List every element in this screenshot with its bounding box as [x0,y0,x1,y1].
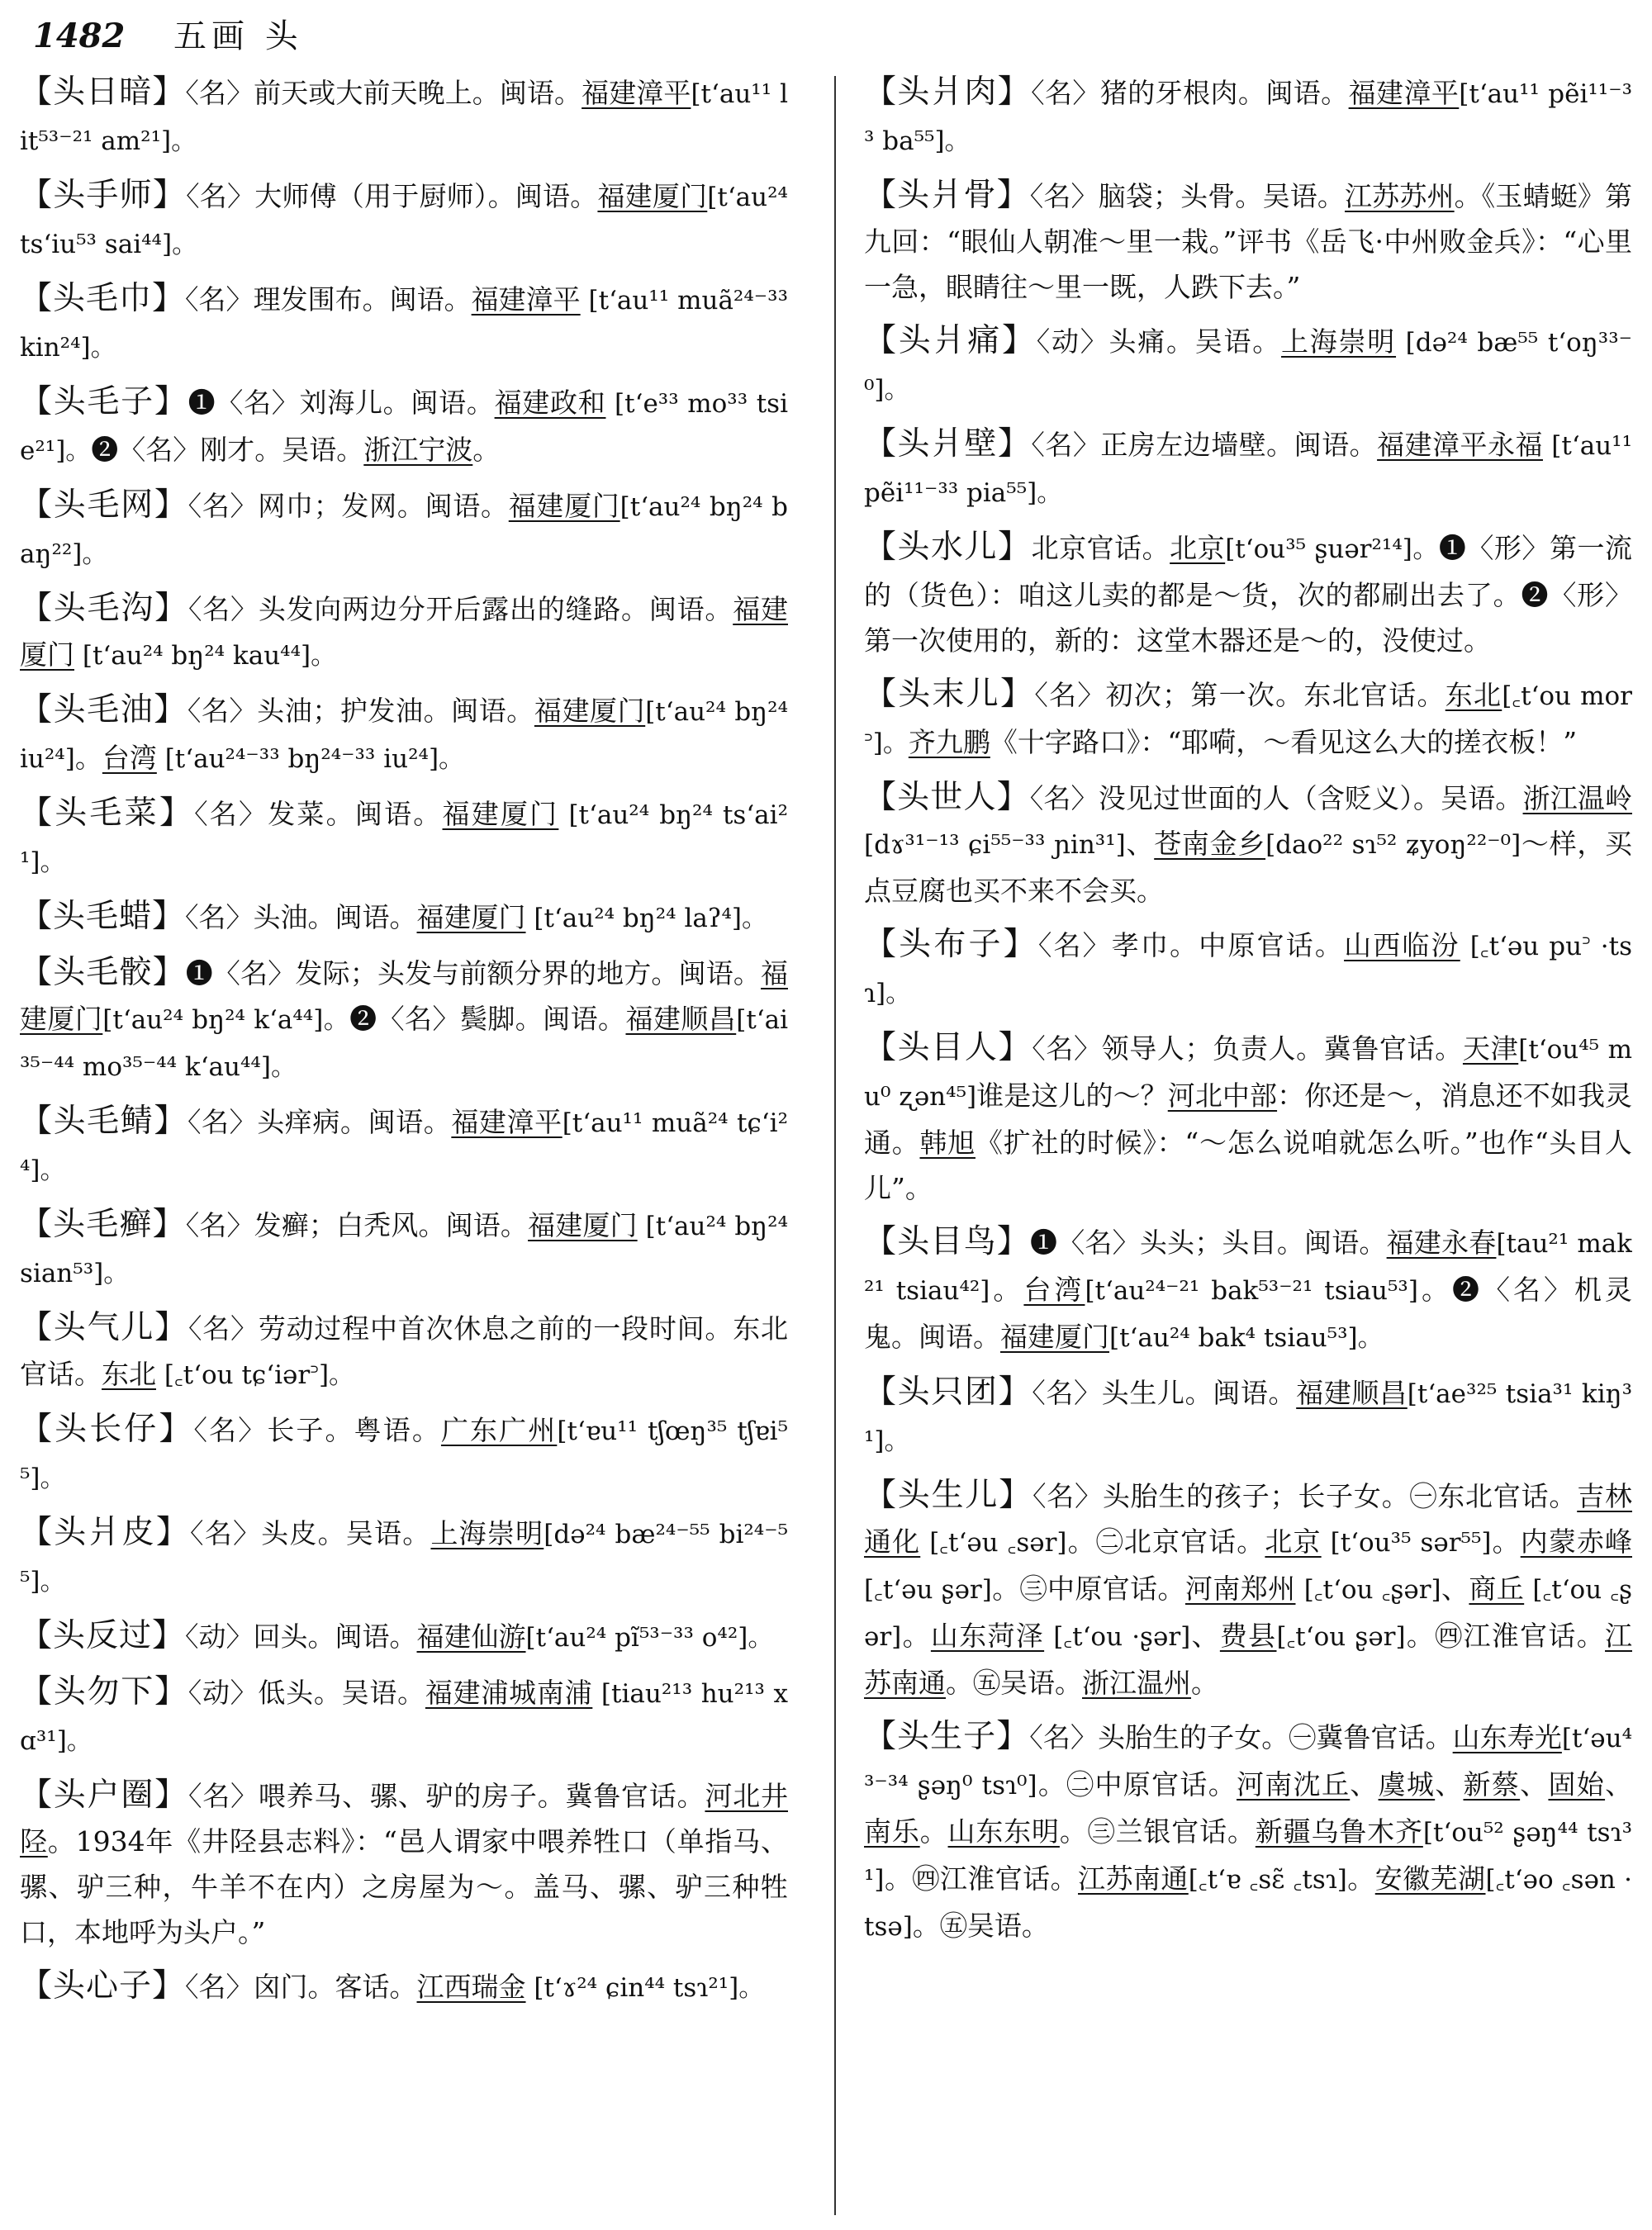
entry-definition: 。㊁北京官话。 [1066,1525,1265,1558]
phonetic-transcription: [tau²¹ mak²¹ tsiau⁴²] [864,1229,1632,1306]
dialect-location: 福建厦门 [597,180,708,212]
entry-headword: 【头末儿】 [864,676,1035,713]
dialect-location: 浙江温岭 [1522,782,1632,814]
dictionary-entry [20,276,788,371]
entry-headword: 【头目鸟】 [864,1223,1031,1260]
dialect-location: 北京 [1170,532,1226,564]
phonetic-transcription: [dɤ³¹⁻¹³ ɕi⁵⁵⁻³³ ɲin³¹] [864,830,1126,860]
dialect-location: 江苏南通 [864,1620,1632,1699]
entry-headword: 【头爿骨】 [864,177,1030,214]
dictionary-entry [20,1202,788,1297]
dictionary-entry [20,173,788,268]
dialect-location: 福建顺昌 [625,1003,737,1035]
entry-definition: 〈名〉囟门。客话。 [185,1971,417,2003]
dialect-location: 固始 [1548,1768,1606,1801]
dialect-location: 河北中部 [1167,1079,1278,1112]
dictionary-entry [864,1219,1632,1361]
dictionary-entry [864,775,1632,913]
entry-definition: 〈名〉发癣；白秃风。闽语。 [185,1209,529,1241]
phonetic-transcription: [꜀t‘ou ·ʂər] [1044,1622,1191,1652]
dialect-location: 北京 [1265,1525,1322,1558]
entry-definition: 〈名〉初次；第一次。东北官话。 [1034,679,1446,711]
entry-definition: 、 [1520,1768,1549,1801]
dictionary-entry [864,173,1632,310]
entry-definition: 〈名〉网巾；发网。闽语。 [188,490,509,522]
dialect-location: 新蔡 [1463,1768,1521,1801]
entry-headword: 【头布子】 [864,926,1038,963]
dictionary-entry [864,922,1632,1017]
phonetic-transcription: [꜀t‘ou ꜀ʂər] [1295,1575,1441,1605]
entry-definition: 〈动〉回头。闽语。 [185,1620,417,1653]
dialect-location: 上海崇明 [430,1517,544,1549]
dialect-location: 吉林通化 [864,1480,1632,1558]
dialect-location: 台湾 [102,742,157,774]
entry-headword: 【头只团】 [864,1374,1032,1411]
phonetic-transcription: [tiau²¹³ hu²¹³ xɑ³¹]。 [20,1679,788,1756]
page-header [33,12,1619,61]
dialect-location: 福建漳平 [582,77,691,109]
dialect-location: 福建浦城南浦 [425,1677,593,1709]
dictionary-entry [864,421,1632,516]
entry-definition: 。㊂中原官话。 [991,1573,1185,1605]
entry-definition: 。 [74,742,102,774]
dialect-location: 山东东明 [947,1815,1060,1848]
entry-headword: 【头气儿】 [20,1309,188,1346]
dialect-location: 南乐 [864,1815,920,1848]
phonetic-transcription: [꜀t‘ɐ ꜀sɛ̃ ꜀tsɿ] [1188,1865,1347,1895]
entry-definition: 〈名〉劳动过程中首次休息之前的一段时间。东北官话。 [20,1312,788,1390]
entry-definition: ❷〈名〉鬓脚。闽语。 [349,1003,626,1035]
phonetic-transcription: [dao²² sɿ⁵² ʑyoŋ²²⁻⁰] [1265,830,1521,860]
entry-definition: 〈动〉低头。吴语。 [188,1677,425,1709]
dictionary-entry [20,950,788,1090]
entry-definition: 〈名〉喂养马、骡、驴的房子。冀鲁官话。 [188,1780,705,1812]
entry-headword: 【头毛油】 [20,691,188,728]
entry-headword: 【头户圈】 [20,1777,188,1814]
dialect-location: 东北 [102,1358,156,1390]
phonetic-transcription: [t‘ae³²⁵ tsia³¹ kiŋ³¹]。 [864,1379,1632,1456]
entry-headword: 【头生儿】 [864,1477,1032,1514]
entry-definition: 〈名〉头胎生的孩子；长子女。㊀东北官话。 [1032,1480,1578,1512]
page-number: 1482 [33,17,126,55]
phonetic-transcription: [t‘au²⁴ pĩ⁵³⁻³³ o⁴²]。 [525,1623,774,1653]
dialect-location: 福建永春 [1386,1226,1497,1259]
phonetic-transcription: [t‘au²⁴⁻²¹ bak⁵³⁻²¹ tsiau⁵³] [1085,1276,1418,1306]
dictionary-entry [20,687,788,782]
entry-definition: 〈名〉头皮。吴语。 [190,1517,431,1549]
phonetic-transcription: [t‘ou⁴⁵ mu⁰ ʐən⁴⁵] [864,1035,1632,1112]
dialect-location: 内蒙赤峰 [1520,1525,1632,1558]
entry-definition: 。 [1491,1525,1521,1558]
dialect-location: 安徽芜湖 [1374,1862,1486,1895]
dialect-location: 福建漳平永福 [1377,429,1543,461]
entry-definition: 。㊄吴语。 [912,1910,1049,1942]
dictionary-entry [864,524,1632,663]
dictionary-entry [20,1613,788,1661]
dialect-location: 广东广州 [440,1414,558,1446]
entry-headword: 【头毛网】 [20,486,188,524]
entry-definition: 。㊂兰银官话。 [1059,1815,1256,1848]
dialect-location: 福建漳平 [1348,77,1460,109]
dialect-location: 河南郑州 [1184,1573,1296,1605]
dialect-location: 福建政和 [494,387,606,419]
dictionary-entry [20,894,788,942]
entry-definition: ～样，买点豆腐也买不来不会买。 [864,828,1632,907]
entry-definition: 北京官话。 [1031,532,1170,564]
entry-definition: ❶〈形〉第一流的（货色）：咱这儿卖的都是～货，次的都刷出去了。❷〈形〉第一次使用的，新的：这堂木器还是～的，没使过。 [864,532,1632,657]
dialect-location: 福建厦门 [416,901,526,933]
phonetic-transcription: [t‘au²⁴⁻³³ bŋ²⁴⁻³³ iu²⁴]。 [156,744,465,774]
dialect-location: 新疆乌鲁木齐 [1255,1815,1423,1848]
entry-definition: 。㊃江淮官话。 [884,1862,1079,1895]
entry-definition: 〈名〉头胎生的子女。㊀冀鲁官话。 [1029,1721,1453,1753]
dialect-location: 台湾 [1023,1274,1085,1306]
phonetic-transcription: [t‘au²⁴ bŋ²⁴ kau⁴⁴]。 [74,641,337,671]
entry-headword: 【头毛蜡】 [20,898,186,935]
entry-headword: 【头勿下】 [20,1673,188,1710]
dialect-location: 福建漳平 [451,1106,563,1138]
dictionary-entry [864,318,1632,413]
phonetic-transcription: [t‘ou³⁵ sər⁵⁵] [1321,1528,1492,1558]
dialect-location: 商丘 [1469,1573,1525,1605]
dialect-location: 江西瑞金 [416,1971,526,2003]
dictionary-entry [20,69,788,164]
phonetic-transcription: [t‘au²⁴ ts‘iu⁵³ sai⁴⁴]。 [20,183,788,259]
dialect-location: 河南沈丘 [1237,1768,1351,1801]
dictionary-entry [20,790,788,885]
entry-definition: 〈名〉领导人；负责人。冀鲁官话。 [1032,1032,1463,1065]
entry-headword: 【头毛癣】 [20,1206,186,1243]
phonetic-transcription: [t‘ou³⁵ ʂuər²¹⁴]。 [1225,534,1439,564]
page-title: 五画 头 [173,17,303,55]
entry-headword: 【头目人】 [864,1029,1032,1066]
entry-headword: 【头爿痛】 [864,322,1037,359]
entry-definition: ❶〈名〉发际；头发与前额分界的地方。闽语。 [185,957,761,989]
entry-definition: 〈名〉头生儿。闽语。 [1032,1377,1297,1409]
entry-headword: 【头毛沟】 [20,590,188,627]
phonetic-transcription: [t‘au²⁴ bŋ²⁴ k‘a⁴⁴]。 [102,1005,350,1035]
phonetic-transcription: [꜀t‘ou mor꜄]。 [864,681,1632,758]
dictionary-entry [864,671,1632,766]
phonetic-transcription: [də²⁴ bæ⁵⁵ t‘oŋ³³⁻⁰]。 [864,328,1632,405]
phonetic-transcription: [t‘au²⁴ bŋ²⁴ iu²⁴] [20,697,788,774]
entry-headword: 【头水儿】 [864,529,1032,566]
entry-definition: 〈名〉头油。闽语。 [185,901,417,933]
phonetic-transcription: [t‘au²⁴ bŋ²⁴ sian⁵³]。 [20,1212,788,1288]
phonetic-transcription: [t‘au²⁴ bŋ²⁴ laʔ⁴]。 [525,904,767,933]
dialect-location: 韩旭 [919,1127,976,1159]
entry-definition: 〈名〉没见过世面的人（含贬义）。吴语。 [1029,782,1523,814]
entry-definition: 《扩社的时候》：“～怎么说咱就怎么听。”也作“头目人儿”。 [864,1127,1632,1204]
dialect-location: 东北 [1445,679,1502,711]
dialect-location: 费县 [1219,1620,1277,1652]
entry-headword: 【头日暗】 [20,74,186,111]
phonetic-transcription: [꜀t‘əu pu꜄ ·tsɿ]。 [864,932,1632,1008]
phonetic-transcription: [t‘au¹¹ pẽi¹¹⁻³³ ba⁵⁵]。 [864,79,1632,156]
entry-headword: 【头世人】 [864,779,1030,816]
phonetic-transcription: [꜀t‘ou ꜀ʂər] [864,1575,1632,1652]
column-divider [834,76,836,2215]
entry-definition: ：你还是～，消息还不如我灵通。 [864,1079,1632,1159]
dialect-location: 福建顺昌 [1296,1377,1408,1409]
entry-definition: 、 [1441,1573,1469,1605]
entry-headword: 【头毛鲭】 [20,1103,188,1140]
entry-definition: 。 [919,1815,948,1848]
dictionary-entry [20,1098,788,1193]
dialect-location: 虞城 [1378,1768,1436,1801]
entry-definition: 〈名〉前天或大前天晚上。闽语。 [185,77,582,109]
entry-definition: 、 [1435,1768,1464,1801]
phonetic-transcription: [t‘au²⁴ bŋ²⁴ ts‘ai²¹]。 [20,800,788,877]
entry-headword: 【头毛巾】 [20,280,186,317]
dictionary-entry [20,1510,788,1605]
entry-definition: 〈名〉理发围布。闽语。 [185,283,472,316]
entry-headword: 【头长仔】 [20,1411,194,1448]
entry-definition: 。 [1191,1667,1218,1699]
dictionary-entry [20,1772,788,1955]
entry-definition: 。1934年《井陉县志料》：“邑人谓家中喂养牲口（单指马、骡、驴三种，牛羊不在内）之房屋为～。盖马、骡、驴三种牲口，本地呼为头户。” [20,1825,788,1948]
dialect-location: 天津 [1462,1032,1519,1065]
entry-definition: 。㊁中原官话。 [1037,1768,1237,1801]
entry-definition: 〈名〉大师傅（用于厨师）。闽语。 [186,180,598,212]
dictionary-entry [864,1025,1632,1211]
phonetic-transcription: [t‘au¹¹ pẽi¹¹⁻³³ pia⁵⁵]。 [864,431,1632,508]
entry-headword: 【头爿皮】 [20,1514,191,1551]
entry-definition: 、 [1350,1768,1379,1801]
phonetic-transcription: [t‘au²⁴ bak⁴ tsiau⁵³]。 [1109,1323,1384,1353]
entry-headword: 【头毛子】 [20,383,188,420]
entry-definition: 。 [472,434,501,466]
entry-definition: 〈名〉头痒病。闽语。 [187,1106,452,1138]
entry-definition: 谁是这儿的～？ [976,1079,1168,1112]
entry-headword: 【头心子】 [20,1967,186,2005]
dictionary-entry [20,1669,788,1764]
entry-definition: 。㊄吴语。 [946,1667,1082,1699]
dialect-location: 福建厦门 [534,695,646,727]
dialect-location: 福建厦门 [508,490,620,522]
phonetic-transcription: [꜀t‘əu ʂər] [864,1575,992,1605]
entry-headword: 【头反过】 [20,1617,186,1654]
dictionary-entry [20,1407,788,1502]
phonetic-transcription: [꜀t‘ou ʂər] [1276,1622,1406,1652]
entry-definition: 〈名〉头油；护发油。闽语。 [187,695,534,727]
dialect-location: 福建漳平 [471,283,581,316]
dictionary-entry [20,379,788,474]
phonetic-transcription: [t‘au¹¹ muã²⁴⁻³³ kin²⁴]。 [20,286,788,363]
dialect-location: 河北井陉 [20,1780,788,1858]
dialect-location: 福建厦门 [20,957,788,1035]
entry-definition: 〈名〉发菜。闽语。 [194,798,443,830]
phonetic-transcription: [t‘ou⁵² ʂəŋ⁴⁴ tsɿ³¹] [864,1818,1632,1895]
entry-definition: 〈名〉孝巾。中原官话。 [1037,929,1345,961]
entry-definition: 《十字路口》：“耶嗬，～看见这么大的搓衣板！” [990,726,1578,758]
dialect-location: 江苏南通 [1078,1862,1189,1895]
entry-definition: 〈名〉正房左边墙壁。闽语。 [1031,429,1378,461]
entry-headword: 【头手师】 [20,177,187,214]
entry-definition: ❶〈名〉头头；头目。闽语。 [1030,1226,1387,1259]
dialect-location: 苍南金乡 [1154,828,1266,860]
entry-definition: 〈名〉长子。粤语。 [193,1414,441,1446]
dialect-location: 山东菏泽 [930,1620,1045,1652]
entry-definition: 、 [1190,1620,1220,1652]
phonetic-transcription: [t‘au²⁴ bŋ²⁴ baŋ²²]。 [20,492,788,569]
dictionary-entry [864,69,1632,164]
dialect-location: 山东寿光 [1452,1721,1562,1753]
dictionary-entry [20,1963,788,2011]
entry-definition: 〈名〉猪的牙根肉。闽语。 [1031,77,1349,109]
dialect-location: 浙江温州 [1082,1667,1191,1699]
entry-headword: 【头毛骹】 [20,954,186,991]
phonetic-transcription: [t‘e³³ mo³³ tsie²¹]。 [20,389,788,466]
entry-definition: ❶〈名〉刘海儿。闽语。 [188,387,495,419]
entry-definition: 〈名〉头发向两边分开后露出的缝路。闽语。 [188,593,733,625]
entry-headword: 【头毛菜】 [20,795,195,832]
dialect-location: 江苏苏州 [1345,180,1455,212]
phonetic-transcription: [də²⁴ bæ²⁴⁻⁵⁵ bi²⁴⁻⁵⁵]。 [20,1520,788,1597]
dictionary-entry [20,482,788,577]
entry-definition: 。㊃江淮官话。 [1405,1620,1606,1652]
dialect-location: 齐九鹏 [908,726,990,758]
entry-headword: 【头生子】 [864,1718,1030,1755]
dialect-location: 福建厦门 [1000,1321,1109,1353]
entry-definition: 。 [901,1620,931,1652]
entry-headword: 【头爿肉】 [864,74,1032,111]
dialect-location: 浙江宁波 [363,434,473,466]
phonetic-transcription: [t‘au¹¹ muã²⁴ tɕ‘i²⁴]。 [20,1108,788,1185]
dialect-location: 福建厦门 [20,593,788,671]
dialect-location: 福建仙游 [416,1620,526,1653]
entry-definition: 、 [1125,828,1155,860]
entry-definition: 。 [990,1274,1024,1306]
dialect-location: 福建厦门 [442,798,559,830]
phonetic-transcription: [t‘ɤ²⁴ ɕin⁴⁴ tsɿ²¹]。 [525,1973,765,2003]
dialect-location: 福建厦门 [528,1209,638,1241]
phonetic-transcription: [t‘əu⁴³⁻³⁴ ʂəŋ⁰ tsɿ⁰] [864,1724,1632,1801]
entry-definition: 。❷〈名〉机灵鬼。闽语。 [864,1274,1632,1353]
phonetic-transcription: [t‘ɐu¹¹ tʃœŋ³⁵ tʃɐi⁵⁵]。 [20,1416,788,1493]
dialect-location: 上海崇明 [1281,325,1397,358]
dictionary-entry [864,1473,1632,1706]
dictionary-entry [20,586,788,679]
entry-definition: 、 [1605,1768,1632,1801]
entry-definition: 〈动〉头痛。吴语。 [1036,325,1282,358]
phonetic-transcription: [꜀t‘ou tɕ‘iər꜄]。 [156,1360,355,1390]
phonetic-transcription: [꜀t‘əo ꜀sən ·tsə] [864,1865,1632,1942]
right-column [864,69,1632,2217]
entry-definition: 。《玉蜻蜓》第九回：“眼仙人朝准～里一栽。”评书《岳飞·中州败金兵》：“心里一急，眼睛往～里一既，人跌下去。” [864,180,1632,303]
phonetic-transcription: [t‘ai³⁵⁻⁴⁴ mo³⁵⁻⁴⁴ k‘au⁴⁴]。 [20,1005,788,1082]
entry-definition: 。 [1346,1862,1375,1895]
dialect-location: 山西临汾 [1344,929,1460,961]
dictionary-entry [864,1714,1632,1950]
entry-headword: 【头爿壁】 [864,425,1032,463]
phonetic-transcription: [꜀t‘əu ꜀sər] [920,1528,1067,1558]
entry-definition: 〈名〉脑袋；头骨。吴语。 [1029,180,1346,212]
left-column [20,69,788,2217]
dictionary-entry [20,1305,788,1398]
dictionary-entry [864,1369,1632,1464]
entry-definition: ❷〈名〉刚才。吴语。 [91,434,364,466]
phonetic-transcription: [t‘au¹¹ lit⁵³⁻²¹ am²¹]。 [20,79,788,156]
